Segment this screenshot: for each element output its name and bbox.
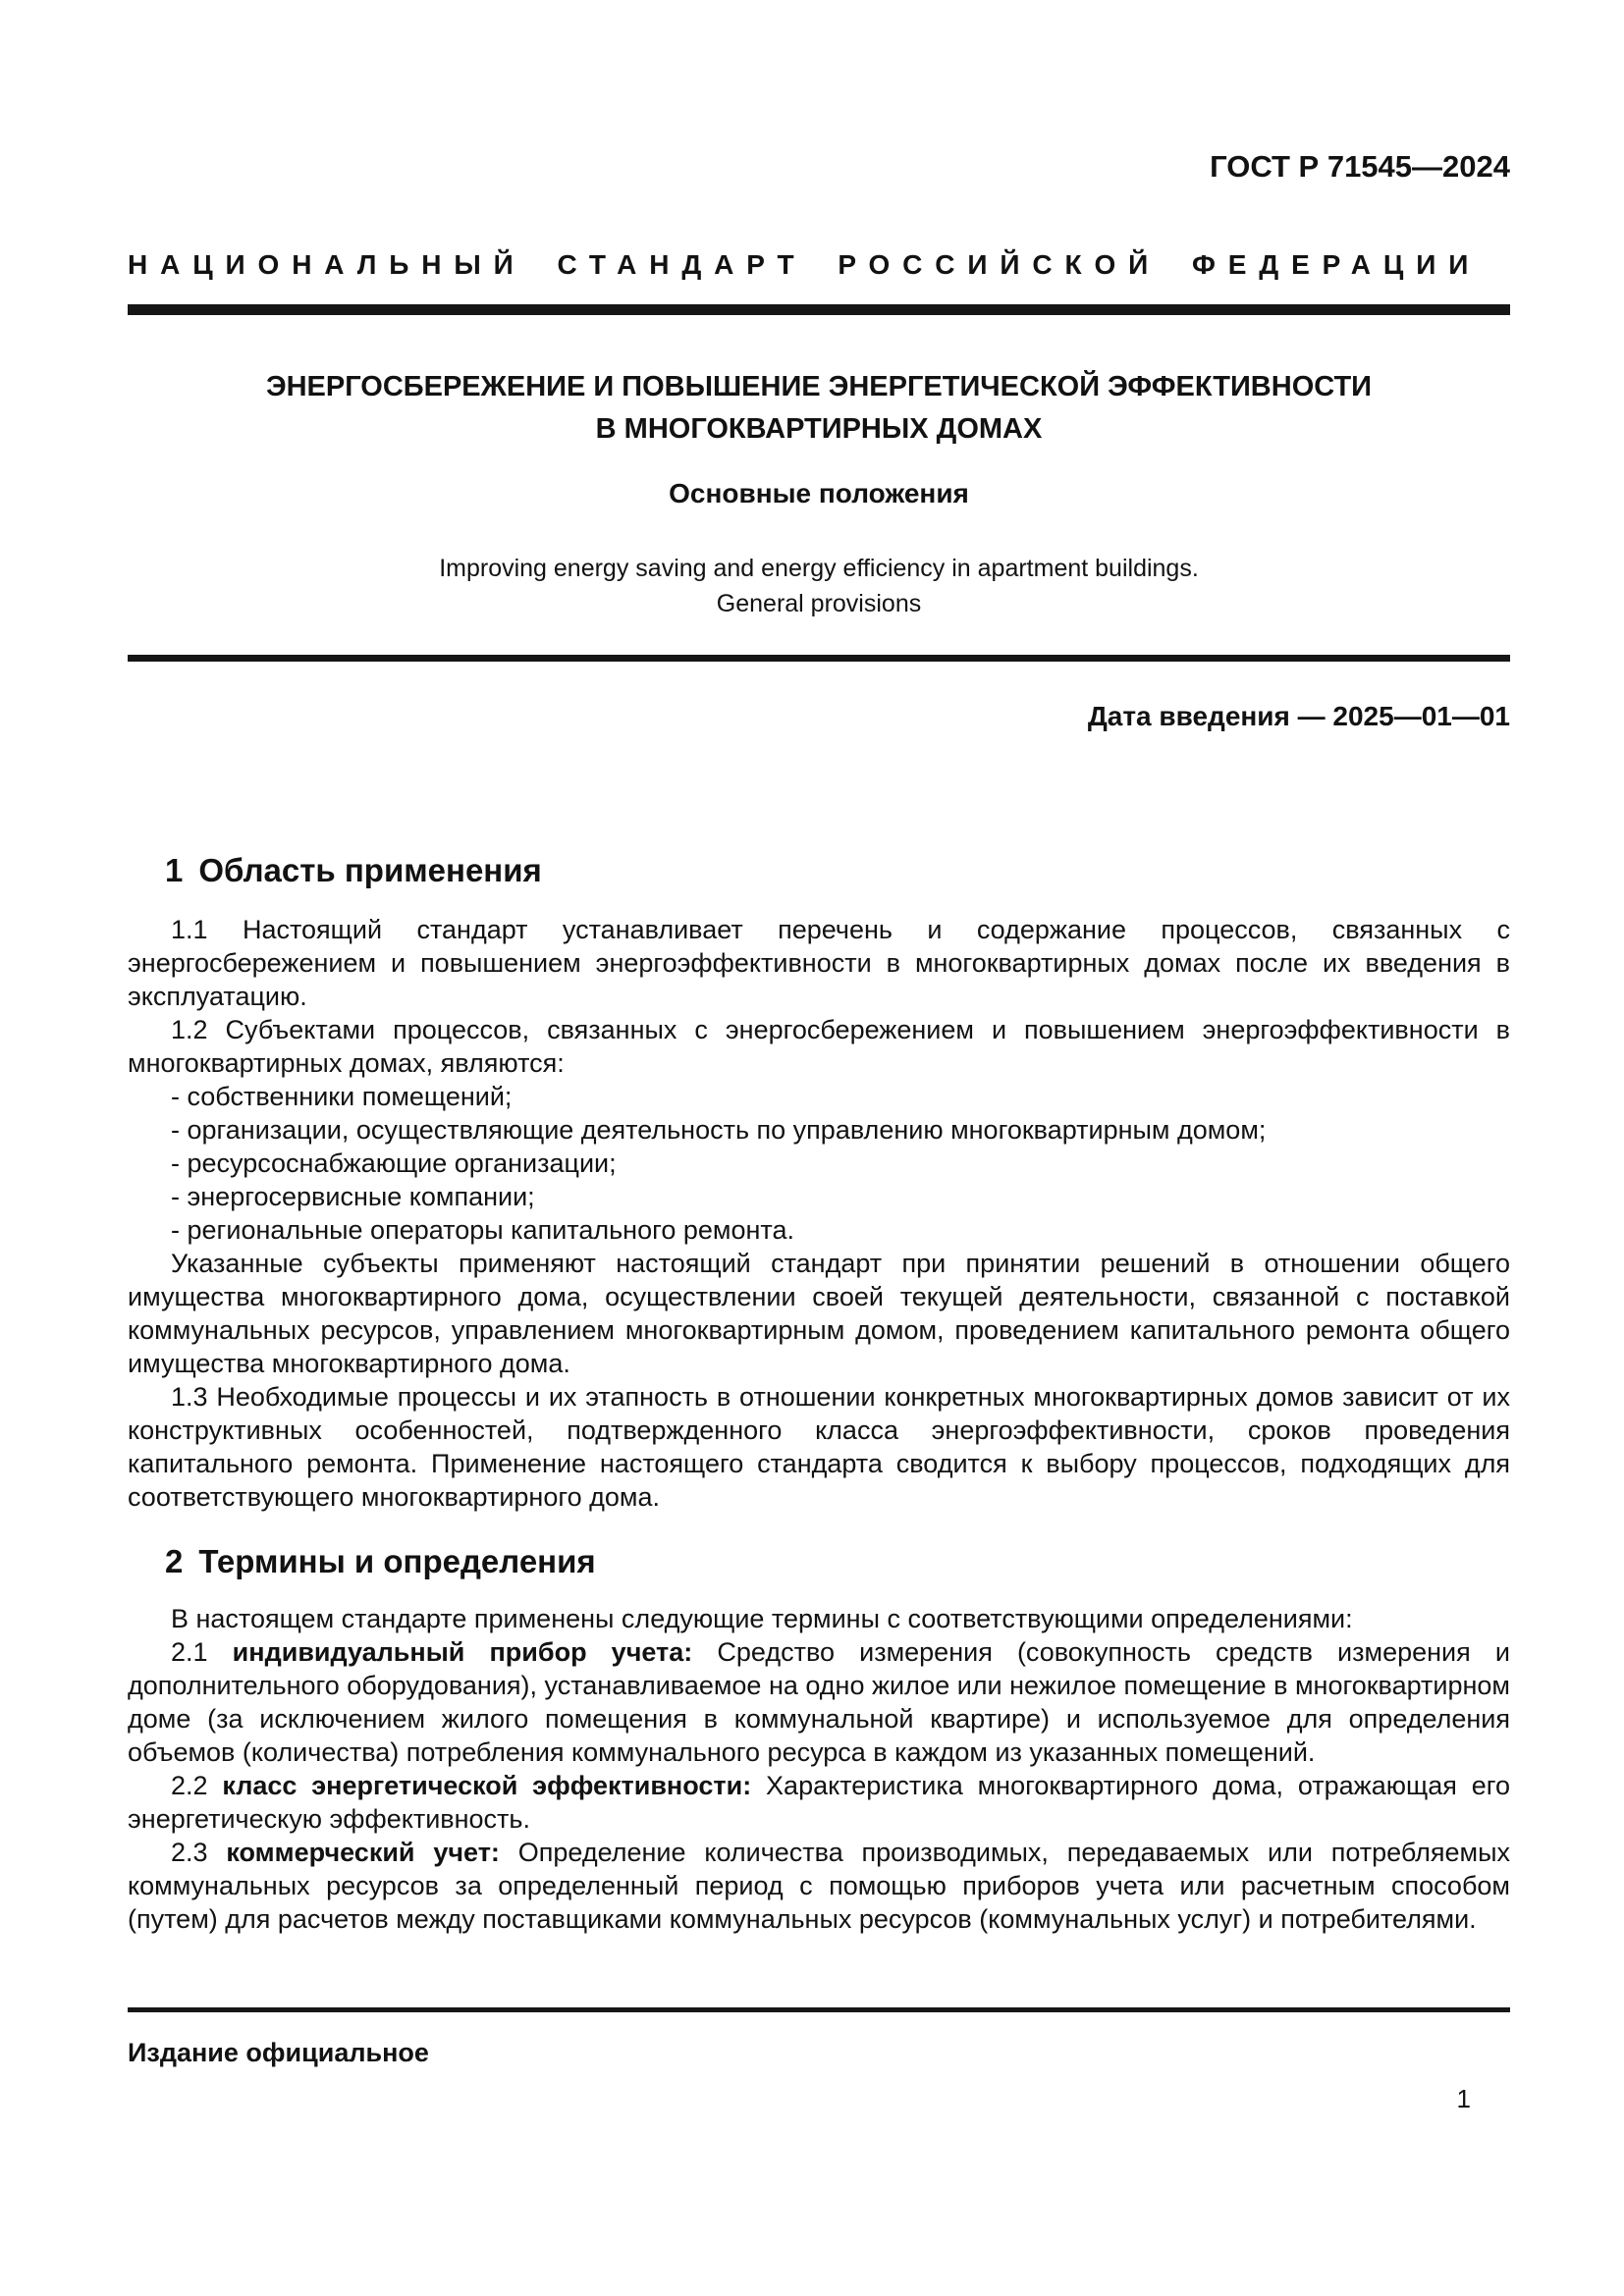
footer-rule bbox=[128, 2007, 1510, 2012]
term-name: индивидуальный прибор учета: bbox=[232, 1637, 693, 1667]
page-number: 1 bbox=[1456, 2084, 1471, 2113]
list-item-regional-operators: - региональные операторы капитального ремонта. bbox=[171, 1215, 794, 1245]
document-title-line-2: В МНОГОКВАРТИРНЫХ ДОМАХ bbox=[595, 413, 1043, 445]
term-number: 2.2 bbox=[171, 1771, 208, 1800]
term-paragraph-2-2 bbox=[128, 1769, 1510, 1836]
page-content bbox=[128, 0, 1510, 1936]
term-definition: Характеристика многоквартирного дома, отражающая его энергетическую эффективность. bbox=[128, 1771, 1510, 1834]
list-item-resource-orgs: - ресурсоснабжающие организации; bbox=[171, 1148, 617, 1178]
term-number: 2.1 bbox=[171, 1637, 208, 1667]
header-divider-bar bbox=[128, 304, 1510, 315]
term-paragraph-2-1 bbox=[128, 1635, 1510, 1769]
section-1-number: 1 bbox=[165, 852, 184, 888]
document-title-english-line-2: General provisions bbox=[716, 590, 922, 617]
paragraph-1-2-continued: Указанные субъекты применяют настоящий стандарт при принятии решений в отношении общего имущества многоквартирного дома, осуществлении своей текущей деятельности, связанной с поставкой коммунальных ресурсов, управлением многоквартирным домом, проведением капитального ремонта общего имущества многоквартирного дома. bbox=[128, 1249, 1510, 1378]
document-title-english bbox=[128, 551, 1510, 621]
paragraph-1-2: 1.2 Субъектами процессов, связанных с энергосбережением и повышением энергоэффективности в многоквартирных домах, являются: bbox=[128, 1015, 1510, 1078]
term-definition: Определение количества производимых, передаваемых или потребляемых коммунальных ресурсов за определенный период с помощью приборов учета или расчетным способом (путем) для расчетов между поставщиками коммунальных ресурсов (коммунальных услуг) и потребителями. bbox=[128, 1838, 1510, 1934]
title-divider-rule bbox=[128, 655, 1510, 662]
effective-date: Дата введения — 2025—01—01 bbox=[1087, 701, 1510, 731]
document-title-line-1: ЭНЕРГОСБЕРЕЖЕНИЕ И ПОВЫШЕНИЕ ЭНЕРГЕТИЧЕСКОЙ ЭФФЕКТИВНОСТИ bbox=[265, 371, 1373, 402]
section-2-intro: В настоящем стандарте применены следующие термины с соответствующими определениями: bbox=[171, 1604, 1353, 1633]
term-definition: Средство измерения (совокупность средств измерения и дополнительного оборудования), устанавливаемое на одно жилое или нежилое помещение в многоквартирном доме (за исключением жилого помещения в коммунальной квартире) и используемое для определения объемов (количества) потребления коммунального ресурса в каждом из указанных помещений. bbox=[128, 1637, 1510, 1767]
term-paragraph-2-3 bbox=[128, 1836, 1510, 1936]
document-subtitle: Основные положения bbox=[669, 478, 969, 508]
list-item-management-orgs: - организации, осуществляющие деятельность по управлению многоквартирным домом; bbox=[171, 1115, 1267, 1145]
paragraph-1-1: 1.1 Настоящий стандарт устанавливает перечень и содержание процессов, связанных с энергосбережением и повышением энергоэффективности в многоквартирных домах после их введения в эксплуатацию. bbox=[128, 915, 1510, 1011]
paragraph-1-3: 1.3 Необходимые процессы и их этапность в отношении конкретных многоквартирных домов зависит от их конструктивных особенностей, подтвержденного класса энергоэффективности, сроков проведения капитального ремонта. Применение настоящего стандарта сводится к выбору процессов, подходящих для соответствующего многоквартирного дома. bbox=[128, 1382, 1510, 1512]
term-number: 2.3 bbox=[171, 1838, 208, 1867]
edition-note: Издание официальное bbox=[128, 2038, 429, 2067]
section-1-heading bbox=[165, 850, 1510, 891]
document-title bbox=[128, 366, 1510, 451]
list-item-owners: - собственники помещений; bbox=[171, 1082, 513, 1111]
standard-type-heading: НАЦИОНАЛЬНЫЙ СТАНДАРТ РОССИЙСКОЙ ФЕДЕРАЦИИ bbox=[128, 249, 1482, 280]
list-item-energy-service: - энергосервисные компании; bbox=[171, 1182, 535, 1211]
doc-number: ГОСТ Р 71545—2024 bbox=[1210, 149, 1510, 184]
section-2-title: Термины и определения bbox=[198, 1543, 596, 1579]
section-2-number: 2 bbox=[165, 1543, 184, 1579]
term-name: класс энергетической эффективности: bbox=[222, 1771, 752, 1800]
page-footer bbox=[128, 2007, 1510, 2114]
document-title-english-line-1: Improving energy saving and energy efficiency in apartment buildings. bbox=[439, 555, 1199, 582]
term-name: коммерческий учет: bbox=[226, 1838, 500, 1867]
section-1-title: Область применения bbox=[198, 852, 542, 888]
section-2-heading bbox=[165, 1541, 1510, 1582]
